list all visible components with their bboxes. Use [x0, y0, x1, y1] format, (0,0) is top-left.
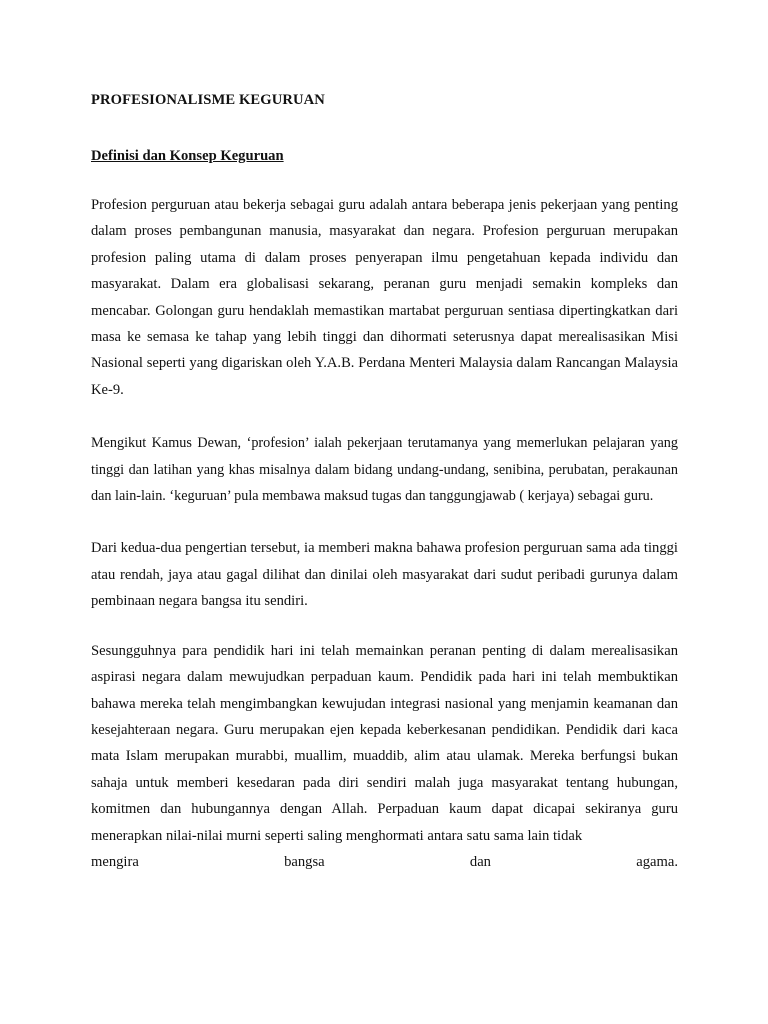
final-word-2: bangsa: [284, 853, 325, 870]
document-body: [91, 90, 678, 875]
section-heading: Definisi dan Konsep Keguruan: [91, 148, 284, 164]
paragraph-2: Mengikut Kamus Dewan, ‘profesion’ ialah pekerjaan terutamanya yang memerlukan pelajaran yang tinggi dan latihan yang khas misalnya dalam bidang undang-undang, senibina, perubatan, perakaunan dan lain-lain. ‘keguruan’ pula membawa maksud tugas dan tanggungjawab ( kerjaya) sebagai guru.: [91, 435, 678, 505]
paragraph-4-final-line: [91, 849, 678, 875]
paragraph-3: Dari kedua-dua pengertian tersebut, ia memberi makna bahawa profesion perguruan sama ada tinggi atau rendah, jaya atau gagal dilihat dan dinilai oleh masyarakat dari sudut peribadi gurunya dalam pembinaan negara bangsa itu sendiri.: [91, 540, 678, 610]
final-word-3: dan: [469, 853, 491, 870]
document-title: PROFESIONALISME KEGURUAN: [91, 92, 325, 108]
final-word-1: mengira: [91, 853, 139, 870]
paragraph-1: Profesion perguruan atau bekerja sebagai guru adalah antara beberapa jenis pekerjaan yang penting dalam proses pembangunan manusia, masyarakat dan negara. Profesion perguruan merupakan profesion paling utama di dalam proses penyerapan ilmu pengetahuan kepada individu dan masyarakat. Dalam era globalisasi sekarang, peranan guru menjadi semakin kompleks dan mencabar. Golongan guru hendaklah memastikan martabat perguruan sentiasa dipertingkatkan dari masa ke semasa ke tahap yang lebih tinggi dan dihormati seterusnya dapat merealisasikan Misi Nasional seperti yang digariskan oleh Y.A.B. Perdana Menteri Malaysia dalam Rancangan Malaysia Ke-9.: [91, 197, 678, 398]
final-word-4: agama.: [636, 853, 678, 870]
paragraph-4: Sesungguhnya para pendidik hari ini telah memainkan peranan penting di dalam merealisasikan aspirasi negara dalam mewujudkan perpaduan kaum. Pendidik pada hari ini telah membuktikan bahawa mereka telah mengimbangkan kewujudan integrasi nasional yang menjamin keamanan dan kesejahteraan negara. Guru merupakan ejen kepada keberkesanan pendidikan. Pendidik dari kaca mata Islam merupakan murabbi, muallim, muaddib, alim atau ulamak. Mereka berfungsi bukan sahaja untuk memberi kesedaran pada diri sendiri malah juga masyarakat tentang hubungan, komitmen dan hubungannya dengan Allah. Perpaduan kaum dapat dicapai sekiranya guru menerapkan nilai-nilai murni seperti saling menghormati antara satu sama lain tidak: [91, 642, 678, 844]
